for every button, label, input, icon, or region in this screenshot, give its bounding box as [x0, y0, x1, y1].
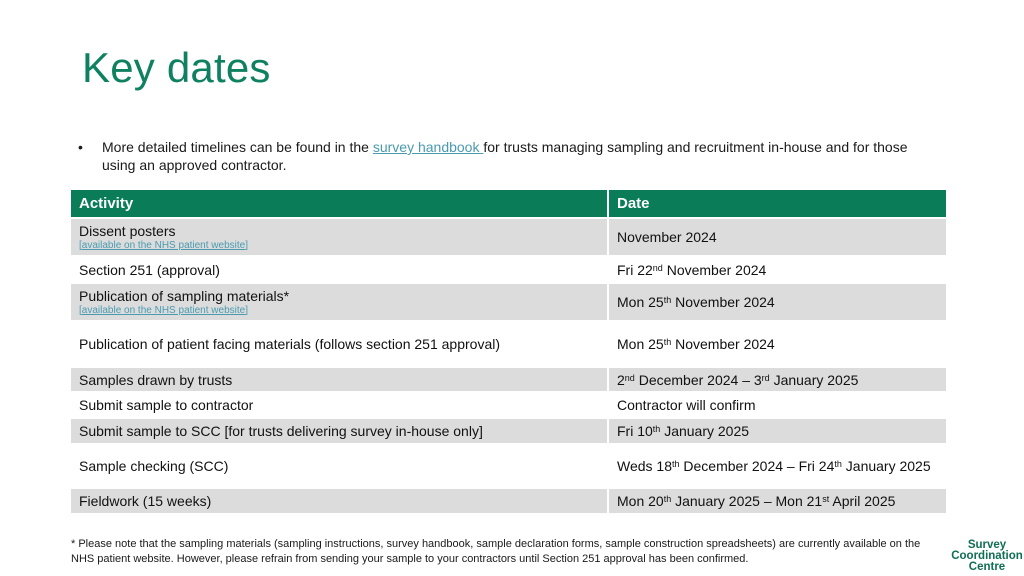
activity-cell: Publication of patient facing materials (follows section 251 approval) [71, 321, 608, 367]
date-part: November 2024 [671, 336, 775, 352]
nhs-website-link[interactable]: [available on the NHS patient website] [79, 239, 248, 251]
activity-text: Publication of sampling materials* [79, 287, 290, 304]
bullet-dot: • [78, 139, 83, 155]
date-ordinal: th [652, 424, 661, 434]
table-header-row [71, 190, 947, 218]
table-row [71, 218, 947, 256]
intro-bullet [78, 138, 938, 174]
activity-text: Dissent posters [79, 222, 176, 239]
date-ordinal: nd [652, 262, 663, 273]
date-part: November 2024 [662, 261, 767, 278]
date-cell [608, 418, 947, 444]
date-part: Mon 25 [617, 336, 664, 352]
date-part: November 2024 [671, 294, 775, 310]
intro-text-suffix: for trusts managing sampling and recruitment in-house and for those using an approved contractor. [102, 139, 908, 173]
table-row [71, 418, 947, 444]
date-part: April 2025 [829, 493, 896, 509]
date-part: December 2024 – 3 [634, 371, 762, 388]
logo-line: Centre [968, 561, 1006, 573]
table-row [71, 488, 947, 514]
footnote: * Please note that the sampling materials (sampling instructions, survey handbook, sample declaration forms, sample construction spreadsheets) are currently available on the NHS patient website. However, please refrain from sending your sample to your contractors until Section 251 approval has been confirmed. [71, 538, 921, 565]
date-cell [608, 444, 947, 488]
survey-coordination-centre-logo [950, 540, 1024, 573]
header-activity: Activity [71, 190, 608, 218]
date-cell: November 2024 [608, 218, 947, 256]
intro-text [102, 138, 938, 174]
date-part: January 2025 [769, 371, 859, 388]
logo-line: Survey [967, 539, 1007, 551]
date-part: January 2025 [660, 423, 750, 439]
date-part: Mon 20 [617, 493, 664, 509]
date-part: Fri 10 [617, 423, 653, 439]
table-row [71, 256, 947, 283]
activity-cell: Samples drawn by trusts [71, 367, 608, 392]
key-dates-table [71, 190, 948, 515]
date-part: 2 [617, 371, 625, 388]
date-part: Weds 18 [617, 458, 672, 474]
date-cell [608, 367, 947, 392]
date-cell [608, 488, 947, 514]
date-part: December 2024 – Fri 24 [679, 458, 835, 474]
activity-cell: Submit sample to SCC [for trusts delivering survey in-house only] [71, 418, 608, 444]
date-ordinal: nd [624, 372, 635, 383]
date-part: Fri 22 [617, 261, 653, 278]
table-row [71, 444, 947, 488]
date-part: January 2025 [841, 458, 931, 474]
date-cell [608, 283, 947, 321]
activity-cell: Sample checking (SCC) [71, 444, 608, 488]
activity-cell: Submit sample to contractor [71, 392, 608, 418]
logo-line: Coordination [951, 550, 1023, 562]
survey-handbook-link[interactable]: survey handbook [372, 139, 484, 155]
table-row [71, 392, 947, 418]
date-ordinal: th [663, 295, 672, 305]
table-row [71, 367, 947, 392]
page-title: Key dates [82, 44, 271, 91]
table-row [71, 321, 947, 367]
date-ordinal: th [834, 459, 842, 469]
header-date: Date [608, 190, 947, 218]
activity-cell: Fieldwork (15 weeks) [71, 488, 608, 514]
date-ordinal: th [672, 459, 680, 469]
date-cell: Contractor will confirm [608, 392, 947, 418]
date-ordinal: th [663, 494, 672, 504]
date-cell [608, 321, 947, 367]
date-ordinal: rd [761, 372, 770, 383]
date-ordinal: th [663, 337, 672, 347]
table-row [71, 283, 947, 321]
activity-cell: Section 251 (approval) [71, 256, 608, 283]
activity-cell [71, 218, 608, 256]
date-part: January 2025 – Mon 21 [671, 493, 823, 509]
intro-text-prefix: More detailed timelines can be found in the [102, 139, 373, 155]
date-part: Mon 25 [617, 294, 664, 310]
date-cell [608, 256, 947, 283]
nhs-website-link[interactable]: [available on the NHS patient website] [79, 304, 248, 316]
activity-cell [71, 283, 608, 321]
date-ordinal: st [822, 494, 830, 504]
